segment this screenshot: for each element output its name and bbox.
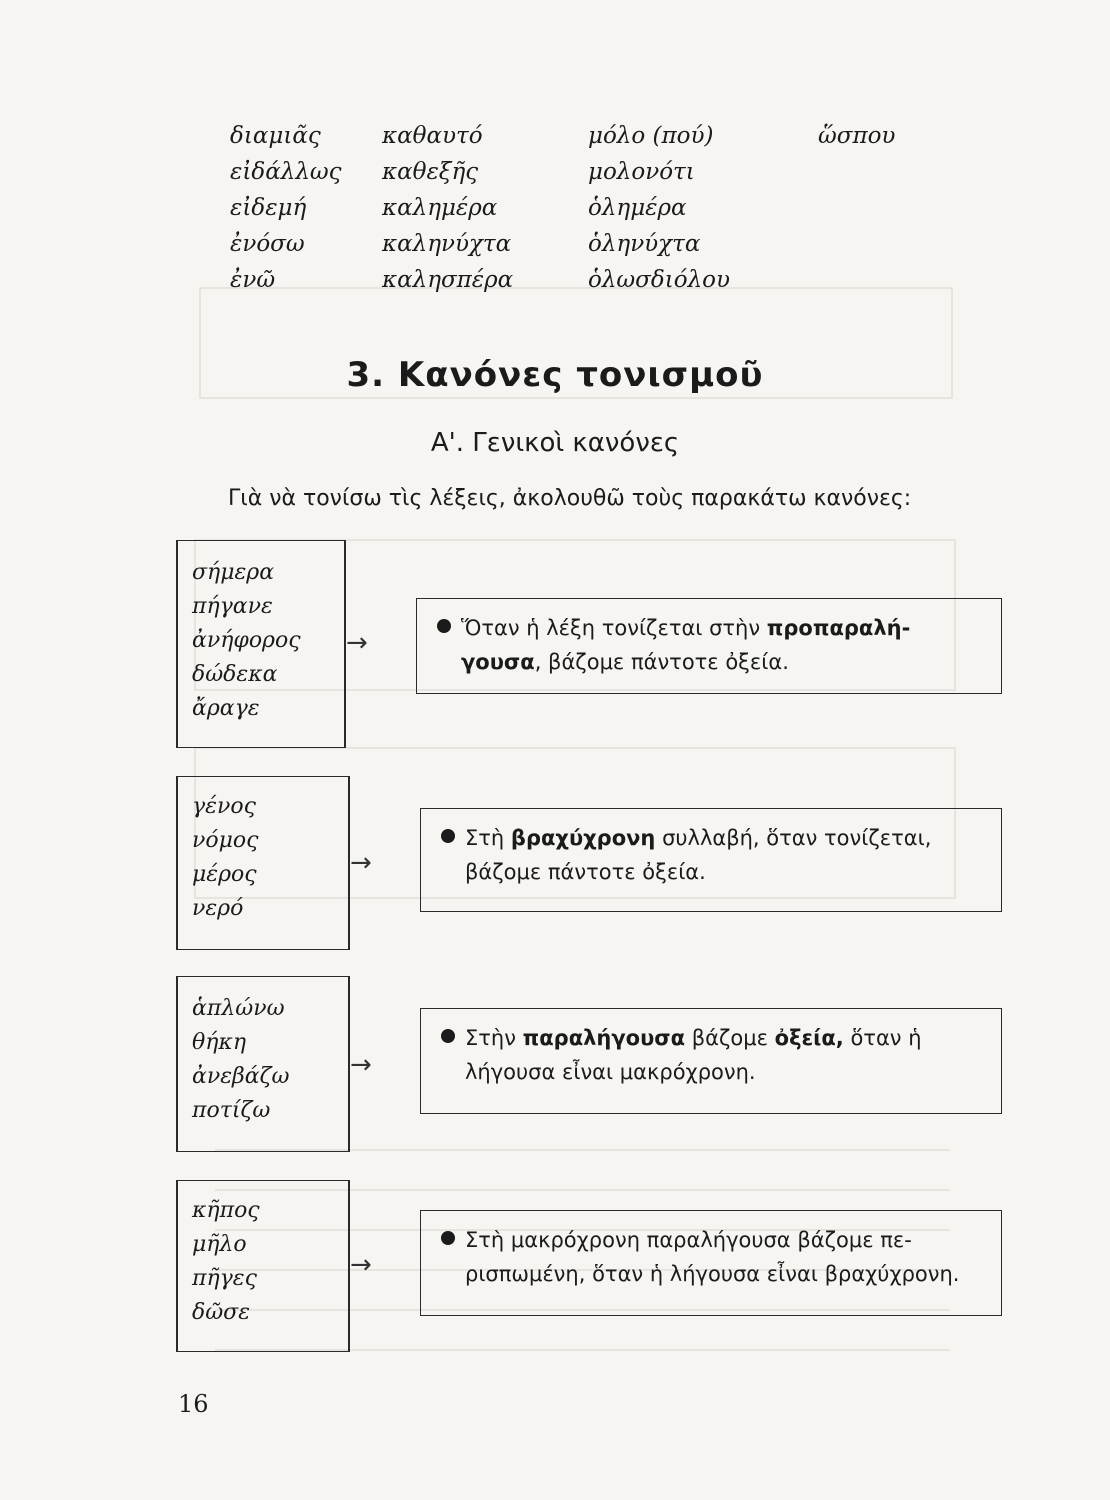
rule-text-part: Ὅταν ἡ λέξη τονίζεται στὴν — [461, 616, 767, 640]
word-column-4 — [818, 118, 895, 154]
rule-text-part: , βάζομε πάντοτε ὀξεία. — [534, 650, 789, 674]
box-top-line — [176, 776, 350, 777]
rule-keyword: προπαραλή- — [766, 616, 911, 640]
rule-keyword: βραχύχρονη — [510, 826, 656, 850]
rule-text — [441, 1223, 991, 1291]
example-word: νόμος — [192, 828, 259, 853]
example-word: σήμερα — [192, 560, 275, 585]
rule-text — [437, 611, 991, 679]
word: ἐνῶ — [230, 267, 276, 293]
box-bottom-line — [176, 747, 346, 748]
example-words — [192, 790, 258, 926]
bullet-icon — [441, 829, 455, 843]
word: μολονότι — [588, 159, 695, 185]
word: μόλο (πού) — [588, 123, 714, 149]
word: καθεξῆς — [382, 159, 479, 185]
example-word: νερό — [192, 896, 244, 921]
rule-text-part: βάζομε — [685, 1026, 775, 1050]
box-top-line — [176, 1180, 350, 1181]
rule-box-4 — [420, 1210, 1002, 1316]
arrow-icon: → — [350, 1050, 372, 1080]
page-number: 16 — [178, 1390, 209, 1418]
word-column-3 — [588, 118, 730, 298]
bullet-icon — [441, 1231, 455, 1245]
rule-text-part: ρισπωμένη, ὅταν ἡ λήγουσα εἶναι βραχύχρονη. — [465, 1262, 960, 1286]
rule-keyword: παραλήγουσα — [522, 1026, 686, 1050]
word: καλημέρα — [382, 195, 498, 221]
word-column-2 — [382, 118, 513, 298]
box-top-line — [176, 540, 346, 541]
example-word: πῆγες — [192, 1266, 257, 1291]
rule-text-part: Στὴ μακρόχρονη παραλήγουσα βάζομε πε- — [465, 1228, 912, 1252]
example-words — [192, 992, 289, 1128]
rule-box-2 — [420, 808, 1002, 912]
box-bottom-line — [176, 949, 350, 950]
box-top-line — [176, 976, 350, 977]
box-bottom-line — [176, 1351, 350, 1352]
arrow-icon: → — [346, 628, 368, 658]
word: ὁληνύχτα — [588, 231, 701, 257]
example-word: γένος — [192, 794, 256, 819]
example-word: ἄραγε — [192, 696, 260, 721]
bullet-icon — [437, 619, 451, 633]
arrow-icon: → — [350, 848, 372, 878]
example-box-4 — [176, 1180, 350, 1352]
example-word: δώδεκα — [192, 662, 278, 687]
arrow-icon: → — [350, 1250, 372, 1280]
section-title: 3. Κανόνες τονισμοῦ — [346, 355, 764, 395]
example-words — [192, 1194, 260, 1330]
rule-text — [441, 821, 991, 889]
word: καληνύχτα — [382, 231, 512, 257]
rule-keyword: γουσα — [461, 650, 535, 674]
rule-text-part: συλλαβή, ὅταν τονίζεται, — [655, 826, 932, 850]
example-box-1 — [176, 540, 346, 748]
word-column-1 — [230, 118, 342, 298]
rule-text-part: Στὴν — [465, 1026, 523, 1050]
example-word: δῶσε — [192, 1300, 251, 1325]
example-word: κῆπος — [192, 1198, 260, 1223]
word: ὁλωσδιόλου — [588, 267, 730, 293]
rule-text-part: ὅταν ἡ — [843, 1026, 922, 1050]
example-word: ἀνήφορος — [192, 628, 301, 653]
word: καθαυτό — [382, 123, 483, 149]
rule-text-part: λήγουσα εἶναι μακρόχρονη. — [465, 1060, 756, 1084]
rule-keyword: ὀξεία, — [774, 1026, 844, 1050]
section-subtitle: Α'. Γενικοὶ κανόνες — [430, 428, 680, 458]
intro-sentence: Γιὰ νὰ τονίσω τὶς λέξεις, ἀκολουθῶ τοὺς παρακάτω κανόνες: — [228, 486, 912, 511]
word: ὥσπου — [818, 123, 896, 149]
example-word: θήκη — [192, 1030, 247, 1055]
rule-box-3 — [420, 1008, 1002, 1114]
word: ἐνόσω — [230, 231, 305, 257]
word: καλησπέρα — [382, 267, 514, 293]
example-words — [192, 556, 301, 726]
example-word: ἁπλώνω — [192, 996, 285, 1021]
rule-text — [441, 1021, 991, 1089]
word: διαμιᾶς — [230, 123, 321, 149]
box-bottom-line — [176, 1151, 350, 1152]
example-word: ποτίζω — [192, 1098, 271, 1123]
rule-text-part: Στὴ — [465, 826, 511, 850]
word: εἰδεμή — [230, 195, 307, 221]
rule-text-part: βάζομε πάντοτε ὀξεία. — [465, 860, 706, 884]
example-word: πήγανε — [192, 594, 273, 619]
example-box-3 — [176, 976, 350, 1152]
example-word: μέρος — [192, 862, 257, 887]
word: ὁλημέρα — [588, 195, 687, 221]
word: εἰδάλλως — [230, 159, 342, 185]
bullet-icon — [441, 1029, 455, 1043]
example-word: ἀνεβάζω — [192, 1064, 290, 1089]
example-word: μῆλο — [192, 1232, 247, 1257]
rule-box-1 — [416, 598, 1002, 694]
example-box-2 — [176, 776, 350, 950]
